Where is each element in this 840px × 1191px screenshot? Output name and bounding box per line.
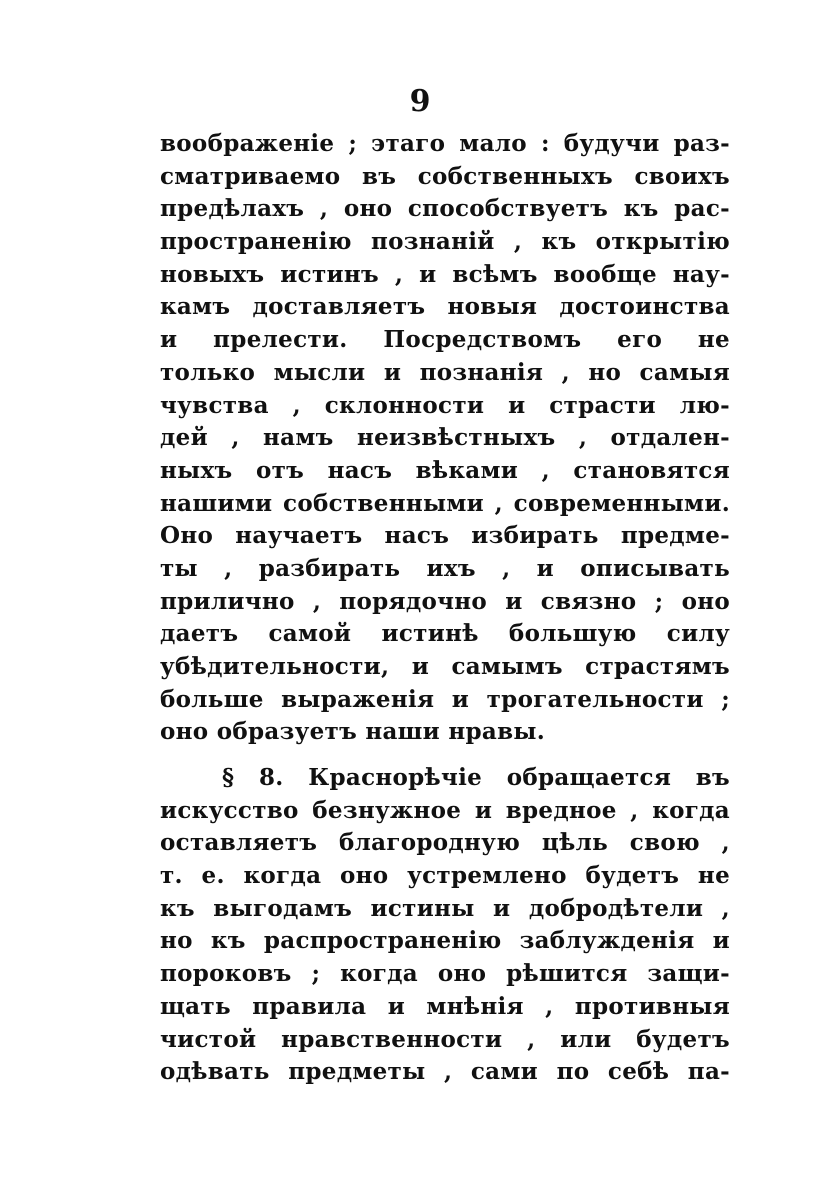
text-line: чувства , склонности и страсти лю-	[160, 391, 730, 419]
text-line: и прелести. Посредствомъ его не	[160, 326, 730, 354]
text-line: искусство безнужное и вредное , когда	[160, 796, 730, 824]
text-line: только мысли и познанія , но самыя	[160, 358, 730, 386]
text-line: сматриваемо въ собственныхъ своихъ	[160, 162, 730, 190]
text-line: щать правила и мнѣнія , противныя	[160, 992, 730, 1020]
text-line: прилично , порядочно и связно ; оно	[160, 587, 730, 615]
text-line: Оно научаетъ насъ избирать предме-	[160, 522, 730, 550]
text-line: ныхъ отъ насъ вѣками , становятся	[160, 456, 730, 484]
paragraph-section-8	[160, 762, 730, 1089]
text-line: т. е. когда оно устремлено будетъ не	[160, 862, 730, 890]
text-line: оставляетъ благородную цѣль свою ,	[160, 829, 730, 857]
text-line: больше выраженія и трогательности ;	[160, 685, 730, 713]
section-heading-line: § 8. Краснорѣчіе обращается въ	[222, 764, 730, 791]
text-line: пороковъ ; когда оно рѣшится защи-	[160, 960, 730, 988]
text-line: къ выгодамъ истины и добродѣтели ,	[160, 894, 730, 922]
page-number: 9	[409, 84, 431, 119]
text-line: но къ распространенію заблужденія и	[160, 927, 730, 955]
text-line: дей , намъ неизвѣстныхъ , отдален-	[160, 424, 730, 452]
text-line: оно образуетъ наши нравы.	[160, 718, 546, 746]
text-line: убѣдительности, и самымъ страстямъ	[160, 653, 730, 680]
text-line: нашими собственными , современными.	[160, 489, 730, 517]
text-line: ты , разбирать ихъ , и описывать	[160, 554, 730, 582]
text-line: камъ доставляетъ новыя достоинства	[160, 293, 730, 321]
paragraph-continued	[160, 128, 730, 749]
text-line: предѣлахъ , оно способствуетъ къ рас-	[160, 195, 730, 223]
text-line: одѣвать предметы , сами по себѣ па-	[160, 1058, 730, 1086]
text-line: даетъ самой истинѣ большую силу	[160, 620, 730, 648]
text-line: пространенію познаній , къ открытію	[160, 228, 730, 256]
text-line: чистой нравственности , или будетъ	[160, 1025, 730, 1053]
text-line: воображеніе ; этаго мало : будучи раз-	[160, 130, 730, 157]
text-line: новыхъ истинъ , и всѣмъ вообще нау-	[160, 260, 730, 288]
